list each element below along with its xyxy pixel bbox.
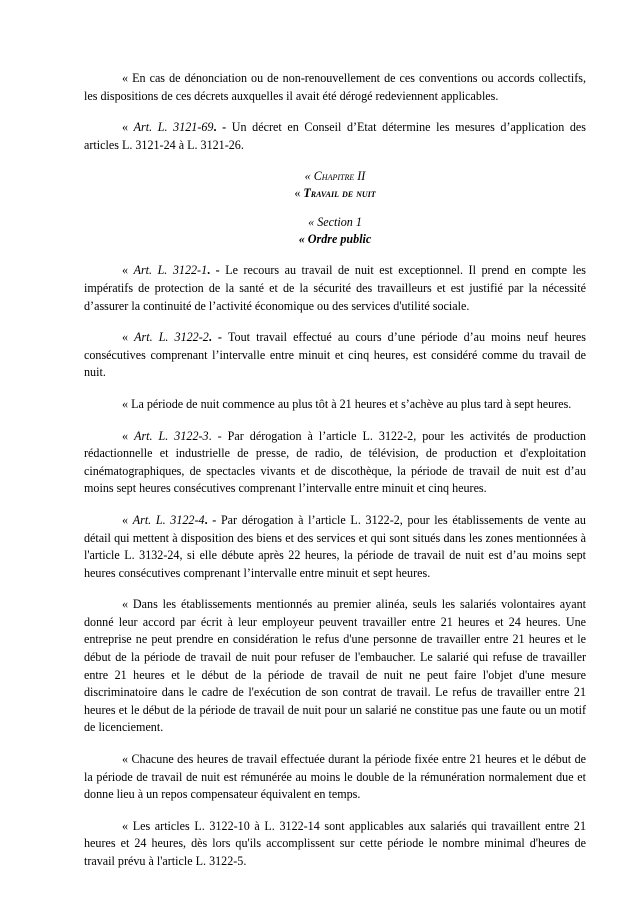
section-number: [84, 214, 586, 231]
article-L3122-1: [84, 262, 586, 315]
article-text: Le recours au travail de nuit est exceptionnel. Il prend en compte les impératifs de protection de la santé et de la sécurité des travailleurs et est justifié par la nécessité d’assurer la continuité de l’activité économique ou des services d'utilité sociale.: [84, 263, 586, 313]
article-text: Par dérogation à l’article L. 3122-2, pour les activités de production rédactionnelle et industrielle de presse, de radio, de télévision, de production et d'exploitation cinématographiques, de spectacles vivants et de discothèque, la période de travail de nuit est d’au moins sept heures consécutives comprenant l’intervalle entre minuit et cinq heures.: [84, 428, 586, 496]
chapter-heading: [84, 168, 586, 202]
article-ref: Art. L. 3122-4: [132, 512, 205, 527]
paragraph-text: « Dans les établissements mentionnés au premier alinéa, seuls les salariés volontaires ayant donné leur accord par écrit à leur employeur peuvent travailler entre 21 heures et 24 heures. Une entreprise ne peut prendre en considération le refus d'une personne de travailler entre 21 heures et le début de la période de travail de nuit pour refuser de l'embaucher. Le salarié qui refuse de travailler entre 21 heures et le début de la période de travail de nuit ne peut faire l'objet d'une mesure discriminatoire dans le cadre de l'exécution de son contrat de travail. Le refus de travailler entre 21 heures et le début de la période de travail de nuit pour un salarié ne constitue pas une faute ou un motif de licenciement.: [84, 597, 586, 735]
article-separator: . -: [204, 512, 221, 527]
article-text: Tout travail effectué au cours d’une période d’au moins neuf heures consécutives comprenant l’intervalle entre minuit et cinq heures, est considéré comme du travail de nuit.: [84, 330, 586, 380]
paragraph-text: « La période de nuit commence au plus tôt à 21 heures et s’achève au plus tard à sept heures.: [122, 396, 572, 411]
section-title: « Ordre public: [298, 232, 372, 247]
section-label: Section 1: [317, 215, 362, 230]
article-separator: . -: [207, 263, 226, 278]
article-ref: Art. L. 3121-69: [133, 120, 214, 135]
article-L3122-2: [84, 329, 586, 382]
article-text: Un décret en Conseil d’Etat détermine les mesures d’application des articles L. 3121-24 à L. 3121-26.: [84, 120, 586, 152]
article-separator: . -: [208, 428, 228, 443]
paragraph-remuneration: [84, 751, 586, 804]
paragraph-text: « Chacune des heures de travail effectuée durant la période fixée entre 21 heures et le début de la période de travail de nuit est rémunérée au moins le double de la rémunération normalement due et donne lieu à un repos compensateur équivalent en temps.: [84, 752, 586, 802]
article-text: Par dérogation à l’article L. 3122-2, pour les établissements de vente au détail qui mettent à disposition des biens et des services et qui sont situés dans les zones mentionnées à l'article L. 3132-24, si elle débute après 22 heures, la période de travail de nuit est d’au moins sept heures consécutives comprenant l’intervalle entre minuit et sept heures.: [84, 512, 586, 580]
section-heading: [84, 214, 586, 248]
article-ref: Art. L. 3122-2: [134, 330, 209, 345]
article-L3121-69: [84, 119, 586, 154]
paragraph-text: « En cas de dénonciation ou de non-renouvellement de ces conventions ou accords collectifs, les dispositions de ces décrets auxquelles il avait été dérogé redeviennent applicables.: [84, 71, 586, 103]
article-L3122-4: [84, 512, 586, 582]
paragraph-periode-nuit: [84, 396, 586, 414]
paragraph-denonciation: [84, 70, 586, 105]
article-ref: Art. L. 3122-3: [134, 428, 209, 443]
article-separator: . -: [208, 330, 229, 345]
guillemet: «: [304, 169, 314, 184]
guillemet: «: [122, 512, 133, 527]
chapter-title: [84, 185, 586, 202]
chapter-title-text: Travail de nuit: [303, 186, 376, 201]
paragraph-volontaires: [84, 596, 586, 737]
article-L3122-3: [84, 428, 586, 498]
chapter-number: [84, 168, 586, 185]
paragraph-text: « Les articles L. 3122-10 à L. 3122-14 sont applicables aux salariés qui travaillent entre 21 heures et 24 heures, dès lors qu'ils accomplissent sur cette période le nombre minimal d'heures de travail prévu à l'article L. 3122-5.: [84, 818, 586, 868]
guillemet: «: [122, 263, 134, 278]
guillemet: «: [122, 120, 134, 135]
chapter-label: Chapitre II: [313, 169, 366, 184]
paragraph-articles-applicables: [84, 818, 586, 871]
guillemet: «: [294, 186, 304, 201]
article-ref: Art. L. 3122-1: [133, 263, 208, 278]
guillemet: «: [122, 428, 135, 443]
article-separator: . -: [213, 120, 232, 135]
guillemet: «: [308, 215, 318, 230]
guillemet: «: [122, 330, 135, 345]
